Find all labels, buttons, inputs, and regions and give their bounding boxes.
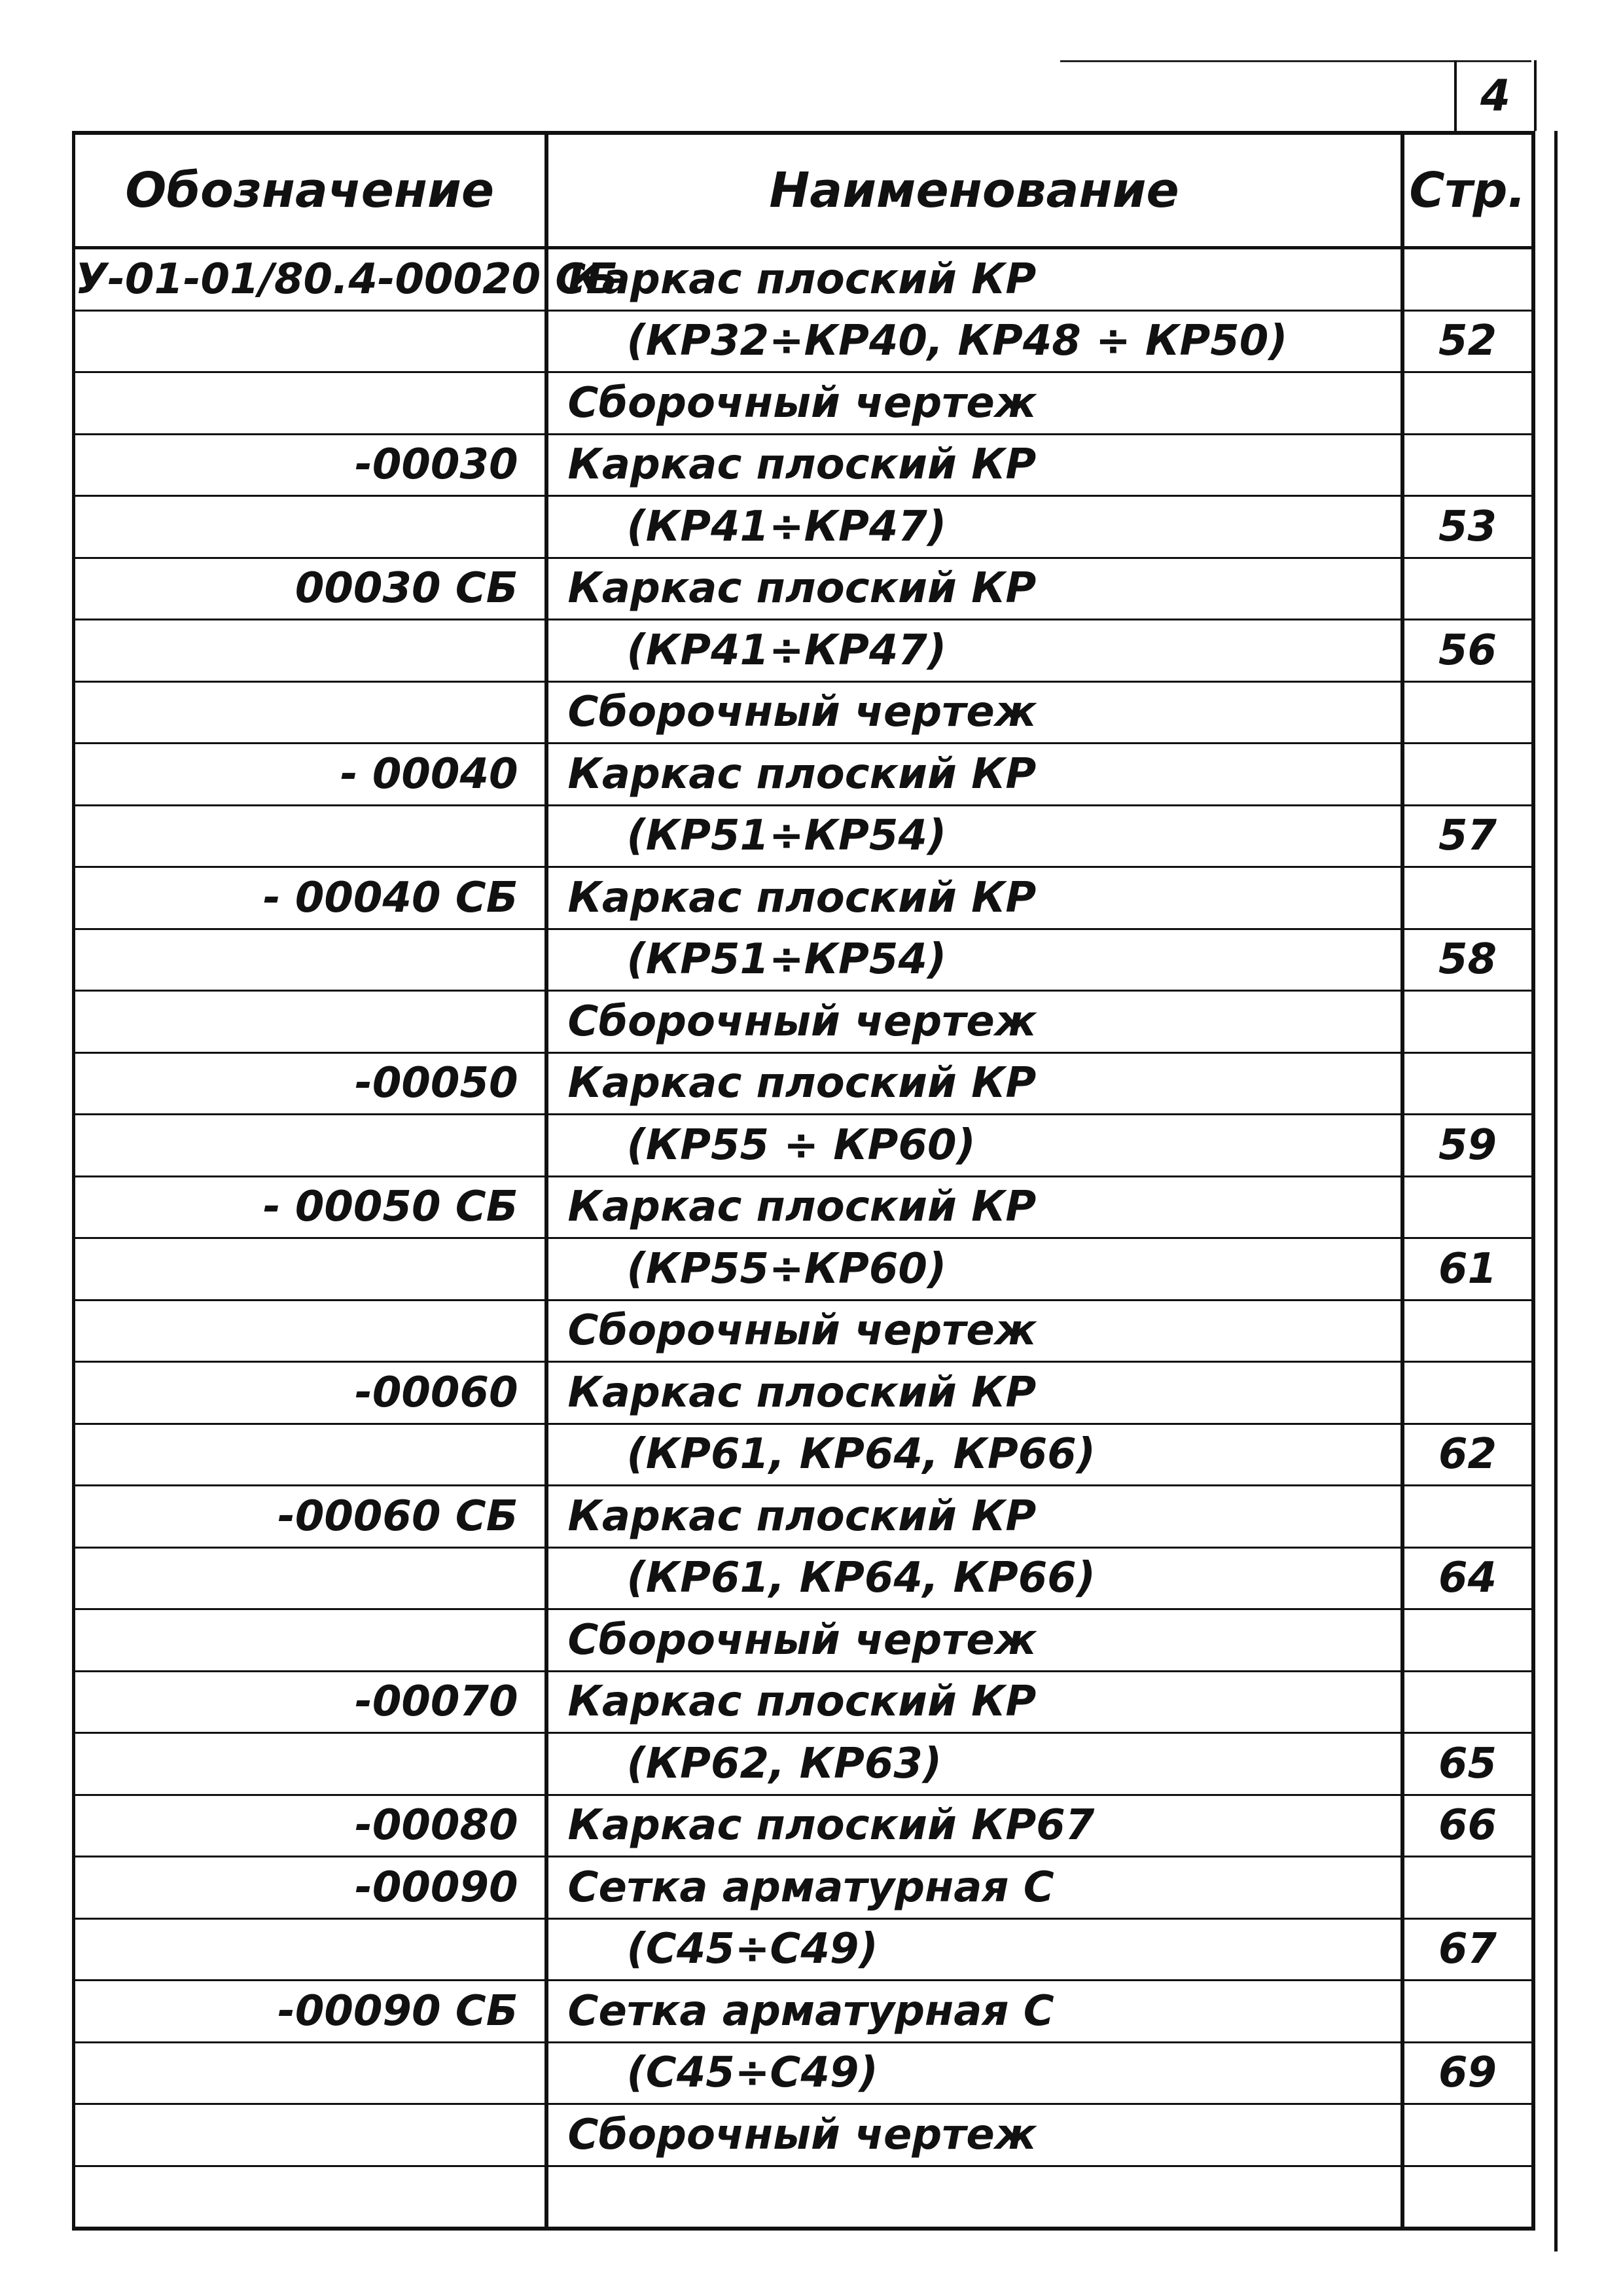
designation-cell: 00030 СБ xyxy=(74,558,546,620)
specification-table xyxy=(72,131,1535,2231)
name-cell: (С45÷С49) xyxy=(546,2042,1402,2104)
table-row xyxy=(74,681,1533,744)
name-cell xyxy=(546,2166,1402,2229)
page-cell xyxy=(1402,1609,1533,1672)
page-cell xyxy=(1402,1362,1533,1424)
designation-cell xyxy=(74,1733,546,1795)
table-row xyxy=(74,434,1533,496)
page-cell xyxy=(1402,2166,1533,2229)
page-cell xyxy=(1402,744,1533,806)
name-cell: Сборочный чертеж xyxy=(546,1300,1402,1362)
page-cell xyxy=(1402,434,1533,496)
page-cell xyxy=(1402,1981,1533,2043)
page-cell: 59 xyxy=(1402,1115,1533,1177)
table-row xyxy=(74,929,1533,991)
page-cell: 67 xyxy=(1402,1918,1533,1981)
table-row xyxy=(74,2042,1533,2104)
table-header-row xyxy=(74,133,1533,248)
header-page: Стр. xyxy=(1402,133,1533,248)
designation-cell xyxy=(74,1238,546,1300)
page-cell: 58 xyxy=(1402,929,1533,991)
name-cell: Каркас плоский КР xyxy=(546,1176,1402,1238)
designation-cell: -00080 xyxy=(74,1795,546,1857)
designation-cell: -00070 xyxy=(74,1671,546,1733)
designation-cell xyxy=(74,1609,546,1672)
table-row xyxy=(74,1733,1533,1795)
name-cell: Сетка арматурная С xyxy=(546,1857,1402,1919)
name-cell: Каркас плоский КР xyxy=(546,867,1402,929)
name-cell: Каркас плоский КР67 xyxy=(546,1795,1402,1857)
designation-cell: - 00040 xyxy=(74,744,546,806)
table-row xyxy=(74,1362,1533,1424)
table-row xyxy=(74,1176,1533,1238)
right-margin-line xyxy=(1554,131,1558,2251)
header-designation: Обозначение xyxy=(74,133,546,248)
table-row xyxy=(74,1300,1533,1362)
name-cell: (КР62, КР63) xyxy=(546,1733,1402,1795)
name-cell: Каркас плоский КР xyxy=(546,1362,1402,1424)
name-cell: (КР41÷КР47) xyxy=(546,496,1402,558)
name-cell: Каркас плоский КР xyxy=(546,1486,1402,1548)
table-row xyxy=(74,558,1533,620)
designation-cell xyxy=(74,372,546,435)
page-cell: 61 xyxy=(1402,1238,1533,1300)
name-cell: (С45÷С49) xyxy=(546,1918,1402,1981)
table-row xyxy=(74,1857,1533,1919)
designation-cell: -00030 xyxy=(74,434,546,496)
name-cell: (КР51÷КР54) xyxy=(546,929,1402,991)
designation-cell xyxy=(74,310,546,372)
table-row xyxy=(74,1238,1533,1300)
table-row xyxy=(74,805,1533,867)
name-cell: (КР32÷КР40, КР48 ÷ КР50) xyxy=(546,310,1402,372)
page-cell: 65 xyxy=(1402,1733,1533,1795)
page-cell xyxy=(1402,1052,1533,1115)
page-cell xyxy=(1402,248,1533,311)
name-cell: (КР61, КР64, КР66) xyxy=(546,1424,1402,1486)
designation-cell xyxy=(74,2166,546,2229)
name-cell: Каркас плоский КР xyxy=(546,434,1402,496)
table-row xyxy=(74,1918,1533,1981)
table-body xyxy=(74,248,1533,2229)
designation-cell xyxy=(74,1424,546,1486)
table-row xyxy=(74,2104,1533,2166)
table-row xyxy=(74,248,1533,311)
table-row xyxy=(74,1671,1533,1733)
name-cell: (КР61, КР64, КР66) xyxy=(546,1547,1402,1609)
name-cell: Каркас плоский КР xyxy=(546,248,1402,311)
page-cell xyxy=(1402,681,1533,744)
table-row xyxy=(74,372,1533,435)
page-cell: 53 xyxy=(1402,496,1533,558)
table-row xyxy=(74,1052,1533,1115)
designation-cell xyxy=(74,2104,546,2166)
page-cell: 52 xyxy=(1402,310,1533,372)
page-cell xyxy=(1402,558,1533,620)
name-cell: Сборочный чертеж xyxy=(546,372,1402,435)
header-name: Наименование xyxy=(546,133,1402,248)
designation-cell xyxy=(74,681,546,744)
page-cell: 62 xyxy=(1402,1424,1533,1486)
page-cell xyxy=(1402,1486,1533,1548)
designation-cell: У-01-01/80.4-00020 СБ xyxy=(74,248,546,311)
table-row xyxy=(74,496,1533,558)
table-row xyxy=(74,1609,1533,1672)
name-cell: Каркас плоский КР xyxy=(546,558,1402,620)
name-cell: (КР55÷КР60) xyxy=(546,1238,1402,1300)
name-cell: Сборочный чертеж xyxy=(546,991,1402,1053)
table-row xyxy=(74,991,1533,1053)
designation-cell xyxy=(74,2042,546,2104)
table-row xyxy=(74,1115,1533,1177)
designation-cell: -00060 СБ xyxy=(74,1486,546,1548)
page-cell: 66 xyxy=(1402,1795,1533,1857)
designation-cell: - 00050 СБ xyxy=(74,1176,546,1238)
name-cell: Сетка арматурная С xyxy=(546,1981,1402,2043)
page-cell: 69 xyxy=(1402,2042,1533,2104)
designation-cell xyxy=(74,1918,546,1981)
designation-cell xyxy=(74,496,546,558)
name-cell: (КР51÷КР54) xyxy=(546,805,1402,867)
designation-cell xyxy=(74,1547,546,1609)
table-row xyxy=(74,1486,1533,1548)
page-cell xyxy=(1402,1857,1533,1919)
page-cell xyxy=(1402,991,1533,1053)
name-cell: (КР55 ÷ КР60) xyxy=(546,1115,1402,1177)
name-cell: Сборочный чертеж xyxy=(546,1609,1402,1672)
page-cell xyxy=(1402,372,1533,435)
table-row xyxy=(74,867,1533,929)
name-cell: Каркас плоский КР xyxy=(546,1052,1402,1115)
page-cell xyxy=(1402,1176,1533,1238)
table-row xyxy=(74,1547,1533,1609)
page-cell xyxy=(1402,2104,1533,2166)
table-row xyxy=(74,1424,1533,1486)
page-cell xyxy=(1402,1671,1533,1733)
designation-cell: -00090 СБ xyxy=(74,1981,546,2043)
page-cell xyxy=(1402,867,1533,929)
page-cell: 64 xyxy=(1402,1547,1533,1609)
name-cell: Сборочный чертеж xyxy=(546,681,1402,744)
designation-cell xyxy=(74,620,546,682)
table-row xyxy=(74,310,1533,372)
designation-cell: -00050 xyxy=(74,1052,546,1115)
page-number: 4 xyxy=(1454,60,1537,131)
designation-cell: - 00040 СБ xyxy=(74,867,546,929)
designation-cell xyxy=(74,805,546,867)
name-cell: (КР41÷КР47) xyxy=(546,620,1402,682)
designation-cell: -00060 xyxy=(74,1362,546,1424)
designation-cell xyxy=(74,1115,546,1177)
table-row xyxy=(74,1795,1533,1857)
page-cell: 57 xyxy=(1402,805,1533,867)
name-cell: Каркас плоский КР xyxy=(546,744,1402,806)
designation-cell xyxy=(74,929,546,991)
page-cell: 56 xyxy=(1402,620,1533,682)
name-cell: Сборочный чертеж xyxy=(546,2104,1402,2166)
page-cell xyxy=(1402,1300,1533,1362)
table-row xyxy=(74,744,1533,806)
table-row xyxy=(74,1981,1533,2043)
designation-cell: -00090 xyxy=(74,1857,546,1919)
designation-cell xyxy=(74,1300,546,1362)
table-row xyxy=(74,2166,1533,2229)
designation-cell xyxy=(74,991,546,1053)
name-cell: Каркас плоский КР xyxy=(546,1671,1402,1733)
table-row xyxy=(74,620,1533,682)
